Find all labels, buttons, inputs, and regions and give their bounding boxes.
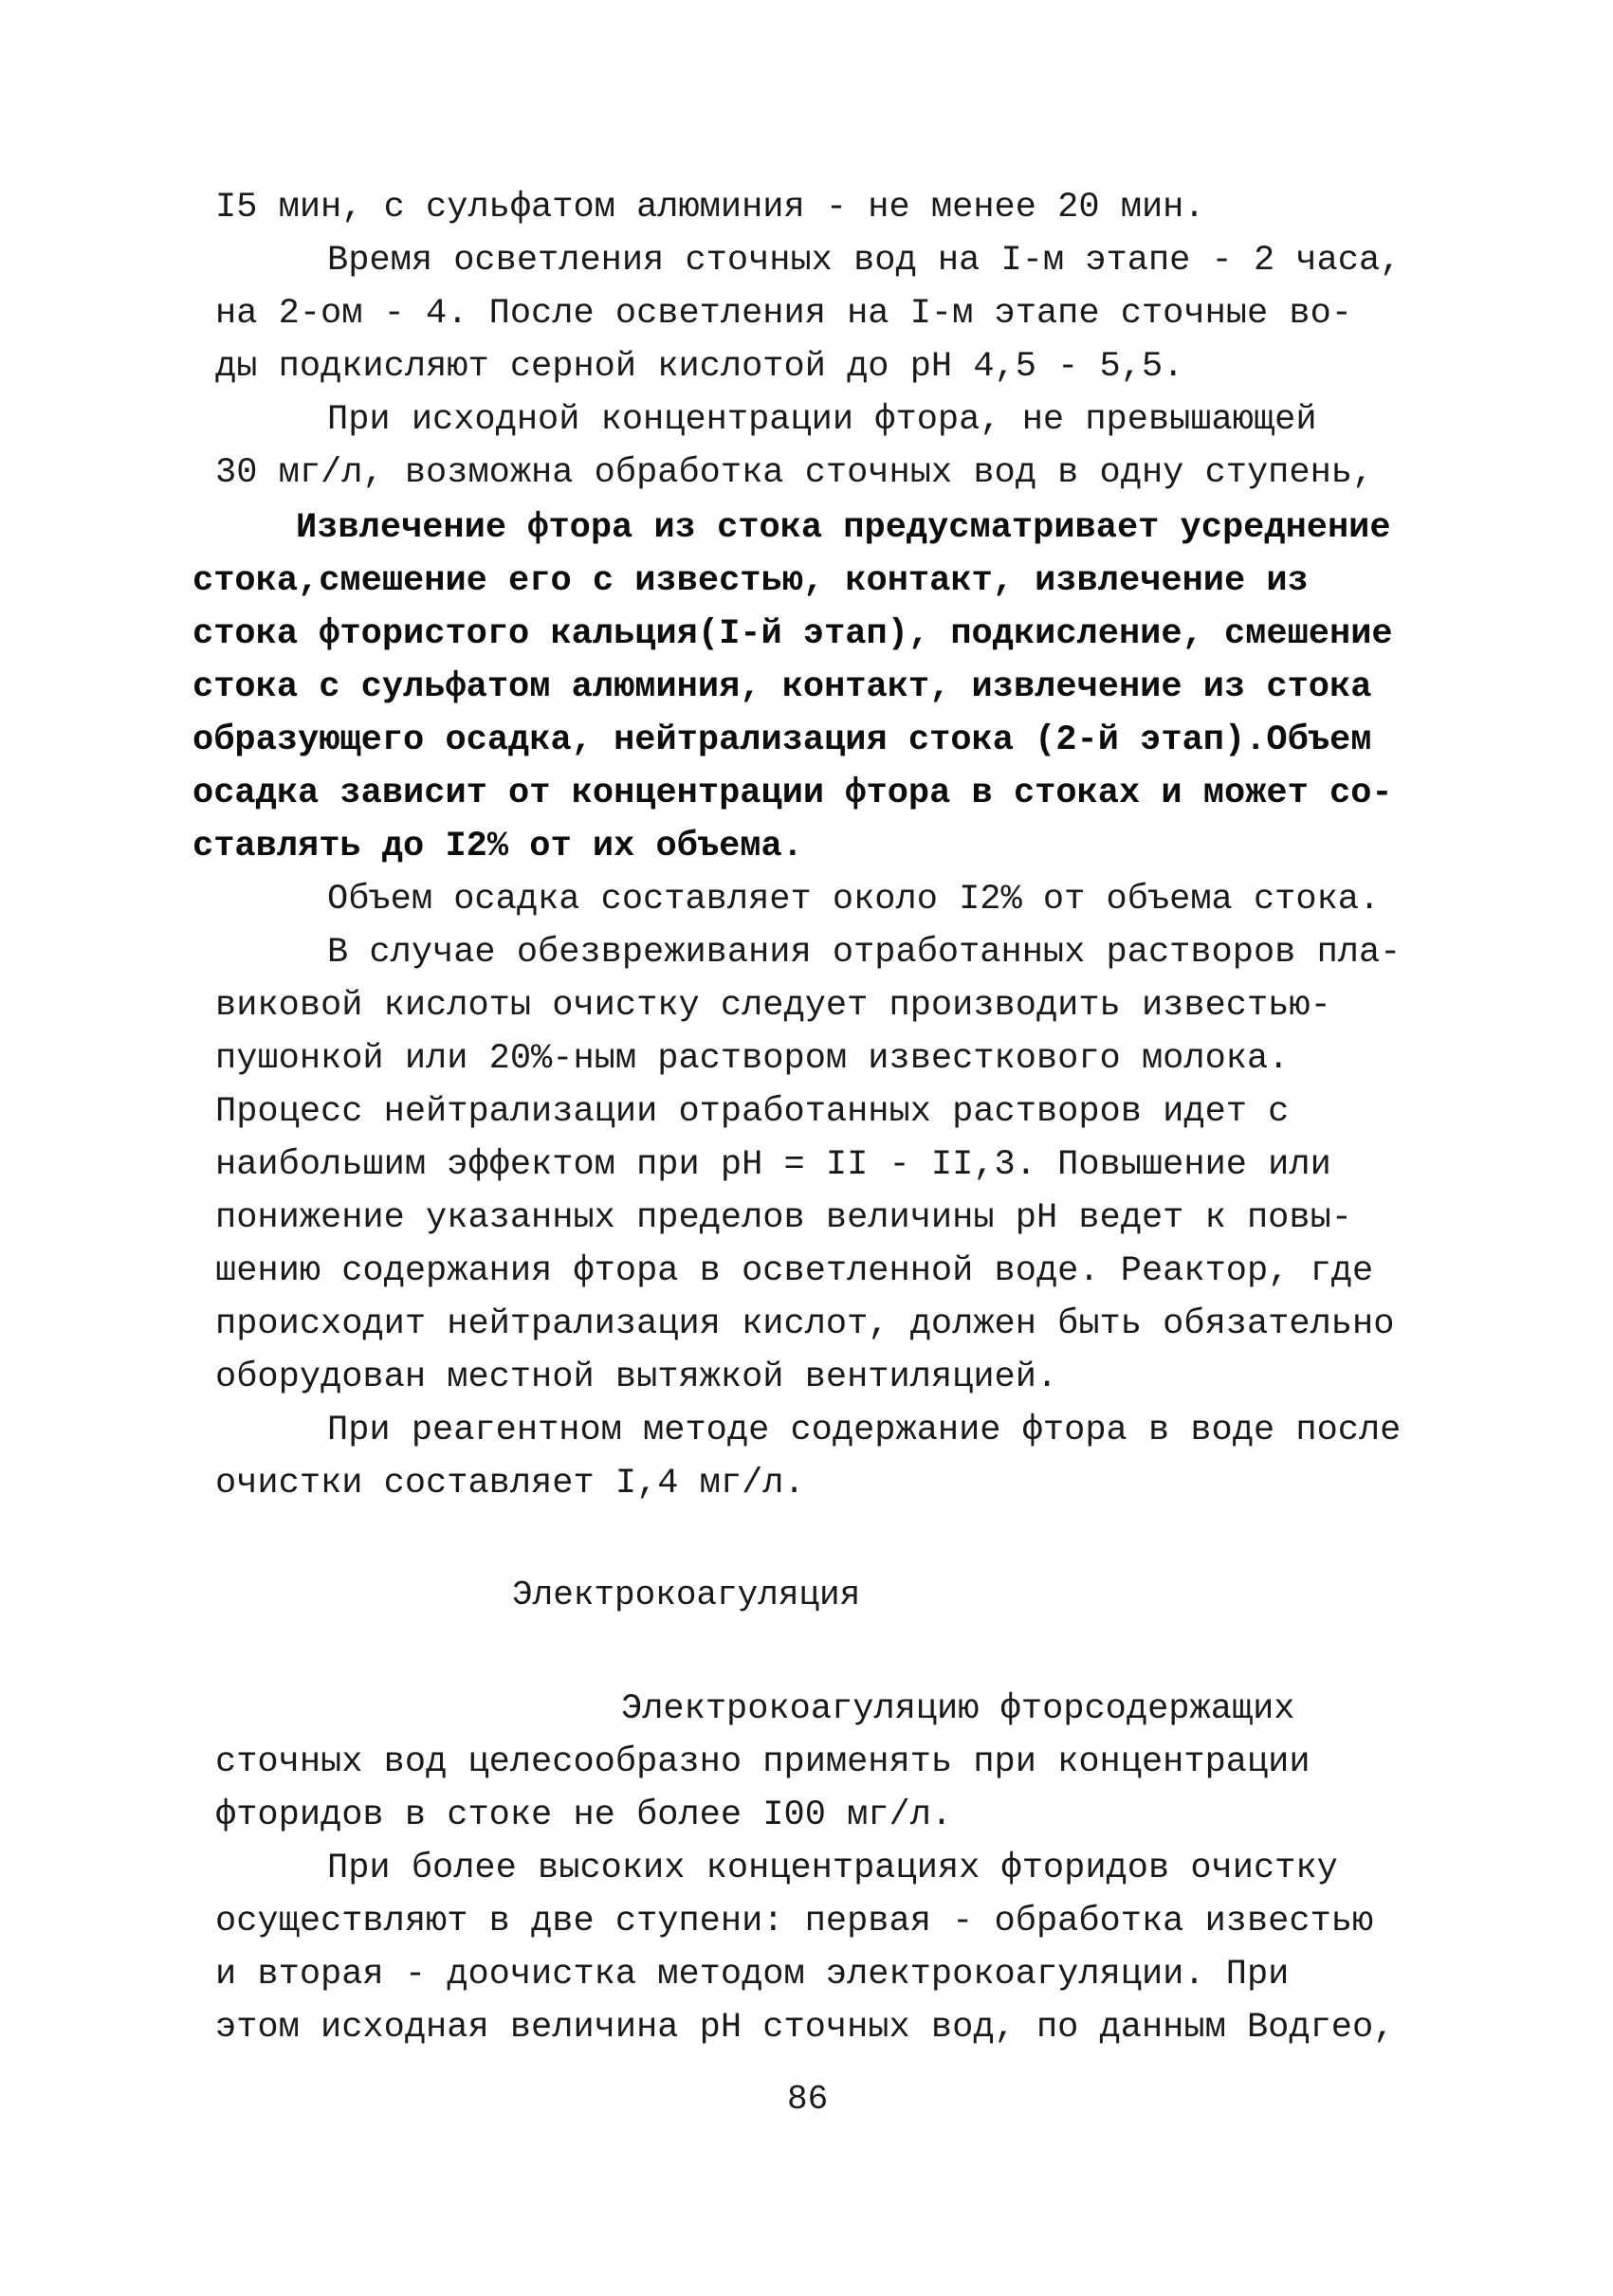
text-line: фторидов в стоке не более I00 мг/л. [215,1795,953,1835]
text-line: ды подкисляют серной кислотой до рН 4,5 - 5,5. [215,347,1184,387]
text-line: этом исходная величина рН сточных вод, по данным Водгео, [215,2008,1395,2048]
text-line: образующего осадка, нейтрализация стока (2-й этап).Объем [192,720,1372,760]
text-line: стока,смешение его с известью, контакт, извлечение из [192,561,1309,601]
text-line: и вторая - доочистка методом электрокоагуляции. При [215,1955,1290,1995]
text-line: Объем осадка составляет около I2% от объема стока. [327,880,1381,920]
text-line: стока с сульфатом алюминия, контакт, извлечение из стока [192,667,1372,707]
text-line: I5 мин, с сульфатом алюминия - не менее 20 мин. [215,188,1205,228]
section-heading: Электрокоагуляция [512,1576,861,1614]
text-line: Электрокоагуляцию фторсодержащих [621,1689,1295,1729]
text-line: шению содержания фтора в осветленной воде. Реактор, где [215,1251,1374,1291]
text-line: ставлять до I2% от их объема. [192,827,803,866]
text-line: 30 мг/л, возможна обработка сточных вод в одну ступень, [215,453,1374,493]
page-number: 86 [787,2080,829,2119]
text-line: При исходной концентрации фтора, не превышающей [327,400,1317,440]
text-line: виковой кислоты очистку следует производить известью- [215,986,1331,1026]
text-line: При более высоких концентрациях фторидов очистку [327,1849,1338,1888]
text-line: осуществляют в две ступени: первая - обработка известью [215,1902,1374,1941]
text-line: очистки составляет I,4 мг/л. [215,1464,805,1503]
text-line: происходит нейтрализация кислот, должен быть обязательно [215,1304,1395,1344]
text-line: Время осветления сточных вод на I-м этапе - 2 часа, [327,241,1402,281]
text-line: стока фтористого кальция(I-й этап), подкисление, смешение [192,614,1393,654]
text-line: В случае обезвреживания отработанных растворов пла- [327,933,1402,973]
text-line: осадка зависит от концентрации фтора в стоках и может со- [192,774,1393,813]
text-line: При реагентном методе содержание фтора в воде после [327,1411,1402,1450]
text-line: Извлечение фтора из стока предусматривает усреднение [296,508,1391,548]
text-line: сточных вод целесообразно применять при концентрации [215,1742,1311,1782]
text-line: понижение указанных пределов величины рН ведет к повы- [215,1198,1352,1238]
text-line: оборудован местной вытяжкой вентиляцией. [215,1358,1058,1397]
text-line: Процесс нейтрализации отработанных растворов идет с [215,1092,1290,1132]
text-line: на 2-ом - 4. После осветления на I-м этапе сточные во- [215,294,1352,334]
text-line: пушонкой или 20%-ным раствором известкового молока. [215,1039,1290,1079]
text-line: наибольшим эффектом при рН = II - II,3. Повышение или [215,1145,1331,1185]
